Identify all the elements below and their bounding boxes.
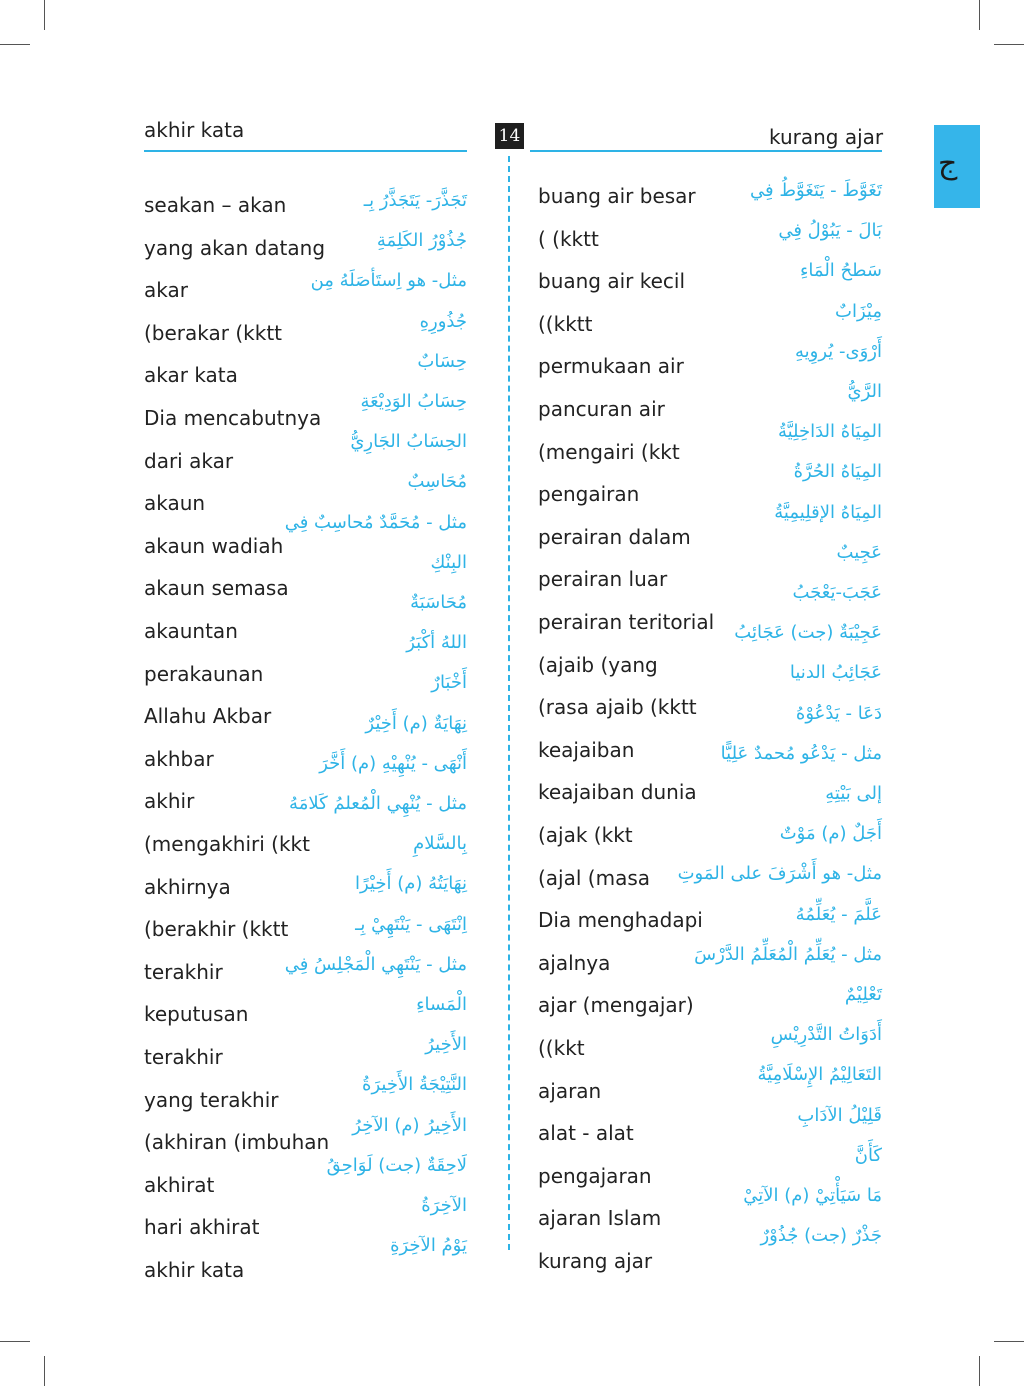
malay-entry: akaun wadiah — [144, 533, 284, 558]
malay-entry: dari akar — [144, 448, 234, 473]
arabic-entry: مثل- هو اِستَأصَلَهُ مِن — [310, 270, 467, 292]
arabic-entry: نِهَايَةٌ (م) أَخِيْرٌ — [365, 712, 467, 734]
malay-entry: ajalnya — [538, 950, 611, 975]
arabic-entry: مُحَاسِبٌ — [407, 471, 467, 493]
crop-mark — [44, 0, 45, 30]
malay-entry: seakan – akan — [144, 193, 287, 217]
header-rule-left — [144, 150, 467, 152]
malay-entry: pengairan — [538, 482, 640, 507]
malay-entry: ajaran Islam — [538, 1206, 662, 1231]
thumb-index-letter: ج — [938, 146, 958, 181]
malay-entry: hari akhirat — [144, 1215, 260, 1240]
malay-entry: perairan dalam — [538, 524, 691, 549]
running-head-right: kurang ajar — [769, 125, 884, 149]
running-head-left: akhir kata — [144, 118, 245, 142]
malay-entry: pancuran air — [538, 397, 665, 421]
malay-entry: akar kata — [144, 363, 238, 388]
malay-entry: pengajaran — [538, 1163, 652, 1188]
arabic-entry: أَرْوَى- يُروِيهِ — [795, 340, 882, 362]
malay-entry: akhbar — [144, 746, 214, 771]
arabic-entry: دَعَا - يَدْعُوْهُ — [795, 702, 882, 724]
arabic-entry: مثل - يَنْتَهِي الْمَجْلِسُ فِي — [284, 953, 467, 975]
malay-entry: yang akan datang — [144, 235, 326, 260]
crop-mark — [979, 1356, 980, 1386]
malay-entry: (ajaib (yang — [538, 652, 658, 677]
arabic-entry: تَغَوَّطَ - يَتَغَوَّطُ فِي — [750, 180, 882, 201]
arabic-entry: جُذُورِهِ — [419, 310, 467, 332]
arabic-entry: تَعْلِيْمٌ — [844, 984, 882, 1005]
malay-entry: ((kktt — [538, 311, 593, 336]
arabic-entry: أَدَوَاتُ التَّدْرِيْسِ — [770, 1024, 882, 1046]
malay-entry: (berakar (kktt — [144, 320, 282, 345]
arabic-entry: التَعَالِيْمُ الإِسْلَامِيَّةُ — [757, 1064, 882, 1086]
column-divider — [508, 156, 510, 1250]
malay-entry: (mengakhiri (kkt — [144, 832, 310, 856]
arabic-entry: بِالسَّلامِ — [413, 833, 467, 855]
arabic-entry: مثل - يَدْعُو مُحمدٌ عَلِيًّا — [720, 742, 882, 764]
malay-entry: (ajak (kkt — [538, 823, 633, 847]
malay-entry: (rasa ajaib (kktt — [538, 695, 697, 720]
arabic-entry: عَجَائِبُ الدنيا — [789, 662, 882, 684]
malay-entry: akar — [144, 278, 188, 303]
arabic-entry: الآخِرَةُ — [421, 1195, 467, 1216]
arabic-entry: كَأَنَّ — [854, 1144, 882, 1166]
arabic-entry: سَطحُ الْمَاءِ — [799, 260, 882, 282]
malay-entry: ((kkt — [538, 1036, 585, 1060]
arabic-entry: الحِسَابُ الجَارِيُّ — [350, 431, 467, 453]
malay-entry: akhirnya — [144, 874, 231, 899]
arabic-entry: مُحَاسَبَةٌ — [410, 592, 467, 613]
malay-entry: terakhir — [144, 1045, 223, 1069]
malay-entry: kurang ajar — [538, 1249, 653, 1273]
arabic-entry: يَوْمُ الآخِرَةِ — [390, 1235, 467, 1257]
malay-entry: akhir — [144, 789, 195, 814]
malay-entry: akhirat — [144, 1172, 215, 1197]
malay-entry: alat - alat — [538, 1121, 634, 1146]
malay-entry: buang air kecil — [538, 269, 686, 294]
malay-entry: (berakhir (kktt — [144, 917, 289, 942]
malay-entry: akauntan — [144, 619, 238, 643]
arabic-entry: أَنْهَى - يُنْهِيْهِ (م) أَخَّرَ — [319, 752, 467, 774]
malay-entry: akaun semasa — [144, 576, 289, 601]
arabic-entry: مِيْزَابٌ — [835, 300, 882, 322]
arabic-entry: اِنْتَهَى - يَنْتَهِيْ بِـ — [355, 913, 467, 935]
arabic-entry: حِسَابُ الوَدِيْعَةِ — [360, 391, 467, 412]
malay-entry: buang air besar — [538, 184, 696, 208]
arabic-entry: المِيَاهُ الإقلِيمِيَّةُ — [774, 501, 882, 523]
arabic-entry: أَخْبَارٌ — [431, 672, 467, 694]
malay-entry: ( (kktt — [538, 226, 599, 251]
arabic-entry: مَا سَيَأْتِيْ (م) الآتِيْ — [743, 1185, 882, 1206]
arabic-entry: نِهَايَتُهُ (م) أَخِيْرًا — [354, 873, 467, 895]
crop-mark — [979, 0, 980, 30]
malay-entry: perakaunan — [144, 661, 264, 686]
arabic-entry: جُذُوْرُ الكَلِمَةِ — [376, 230, 467, 252]
arabic-entry: مثل - يُعَلِّمُ الْمُعَلِّمُ الدَّرْسَ — [694, 943, 882, 965]
arabic-entry: عَجِيْبَةٌ (جت) عَجَائِبُ — [734, 622, 882, 644]
arabic-entry: اللهُ أكْبَرُ — [406, 632, 467, 654]
crop-mark — [0, 44, 30, 45]
crop-mark — [994, 44, 1024, 45]
arabic-entry: إلى بَيْتِهِ — [825, 783, 882, 804]
malay-entry: ajar (mengajar) — [538, 993, 694, 1018]
arabic-entry: البِنْكِ — [430, 551, 467, 573]
malay-entry: yang terakhir — [144, 1087, 279, 1112]
arabic-entry: أَجَلٌ (م) مَوْتٌ — [779, 823, 882, 845]
arabic-entry: جَذْرٌ (جت) جُذُوْرٌ — [760, 1225, 882, 1247]
malay-entry: keajaiban dunia — [538, 780, 697, 805]
malay-entry: (ajal (masa — [538, 865, 651, 890]
arabic-entry: المِيَاهُ الدَاخِلِيَّةُ — [777, 421, 882, 443]
malay-entry: ajaran — [538, 1078, 602, 1103]
arabic-entry: مثل- هو أَشْرَفَ على المَوتِ — [677, 863, 882, 885]
malay-entry: perairan luar — [538, 567, 668, 592]
arabic-entry: بَالَ - يَبُوْلُ فِي — [778, 220, 882, 242]
malay-entry: Dia mencabutnya — [144, 406, 322, 430]
arabic-entry: المِيَاهُ الحُرَّةُ — [793, 461, 882, 483]
malay-entry: permukaan air — [538, 354, 684, 379]
malay-entry: Allahu Akbar — [144, 704, 272, 729]
malay-entry: akhir kata — [144, 1258, 245, 1282]
crop-mark — [0, 1341, 30, 1342]
arabic-entry: لَاحِقَةٌ (جت) لَوَاحِقُ — [326, 1154, 467, 1176]
malay-entry: keputusan — [144, 1002, 249, 1027]
crop-mark — [994, 1341, 1024, 1342]
arabic-entry: مثل - يُنْهِي الْمُعلمُ كَلامَهُ — [289, 793, 467, 814]
malay-entry: (akhiran (imbuhan — [144, 1130, 330, 1155]
crop-mark — [44, 1356, 45, 1386]
malay-entry: Dia menghadapi — [538, 908, 703, 933]
arabic-entry: عَجِيبٌ — [836, 541, 882, 563]
header-rule-right — [530, 150, 882, 152]
malay-entry: akaun — [144, 491, 206, 516]
arabic-entry: عَجَبَ-يَعْجَبُ — [792, 582, 882, 603]
page-number: 14 — [495, 123, 524, 149]
arabic-entry: الرَّيُّ — [847, 381, 882, 402]
arabic-entry: مثل - مُحَمَّدٌ مُحاسِبٌ فِي — [284, 511, 467, 533]
malay-entry: perairan teritorial — [538, 610, 715, 634]
malay-entry: (mengairi (kkt — [538, 439, 680, 464]
malay-entry: keajaiban — [538, 737, 635, 762]
arabic-entry: الأَخِيرُ (م) الآخِرُ — [352, 1114, 467, 1136]
arabic-entry: عَلَّمَ - يُعَلِّمُهُ — [795, 903, 882, 925]
arabic-entry: الأَخِيرُ — [425, 1034, 467, 1056]
arabic-entry: الْمَساءِ — [416, 994, 467, 1015]
arabic-entry: حِسَابٌ — [417, 350, 467, 372]
arabic-entry: النَّتِيْجَةُ الأَخِيرَةُ — [362, 1074, 467, 1096]
arabic-entry: قَلِيْلُ الآدَابِ — [797, 1104, 882, 1126]
malay-entry: terakhir — [144, 959, 223, 984]
arabic-entry: تَجَذَّرَ- يَتَجَذَّرُ بِـ — [363, 190, 467, 211]
